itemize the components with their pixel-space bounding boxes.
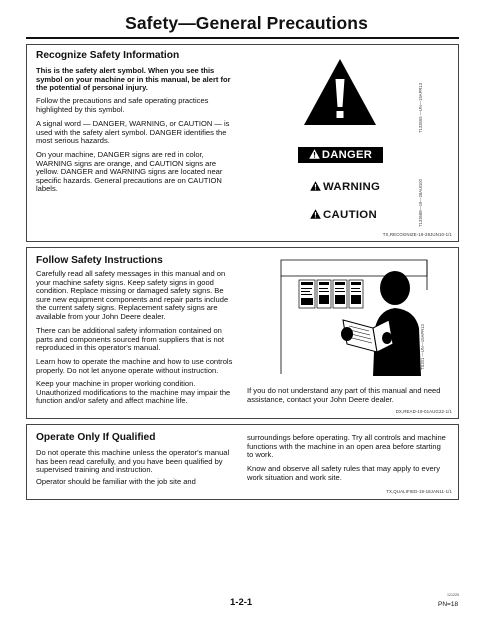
text-line: sure new equipment components and repair parts include (36, 294, 229, 304)
text-line: functions with the machine in an open area before starting (247, 441, 441, 451)
text-line: work situation and work site. (247, 472, 342, 482)
text-line: assistance, contact your John Deere dealer. (247, 394, 394, 404)
caution-label: CAUTION (323, 209, 377, 221)
page-number: 1-2-1 (230, 597, 253, 608)
text-line: most serious hazards. (36, 136, 110, 146)
right-paragraph (247, 387, 440, 404)
paragraph (36, 449, 229, 475)
text-line: condition. Replace missing or damaged safety signs. Be (36, 286, 224, 296)
danger-sign (298, 147, 383, 163)
paragraph (36, 358, 232, 375)
text-line: highlighted by this symbol. (36, 104, 125, 114)
text-line: Do not operate this machine unless the operator's manual (36, 448, 230, 457)
text-line: On your machine, DANGER signs are red in color, (36, 150, 204, 159)
paragraph (36, 380, 230, 406)
text-line: available from your John Deere dealer. (36, 311, 166, 321)
alert-triangle-icon (310, 209, 321, 219)
figure-code: T133588—19—28AUG00 (418, 179, 423, 227)
reference-code: DX,READ-19-01AUG22-1/1 (395, 409, 452, 414)
text-line: symbol on your machine or in this manual, be alert for (36, 74, 231, 84)
paragraph (36, 120, 229, 146)
section-heading: Recognize Safety Information (36, 50, 180, 61)
text-line: used with the safety alert symbol. DANGER identifies the (36, 127, 227, 137)
text-line: Operator should be familiar with the job site and (36, 477, 196, 486)
text-line: A signal word — DANGER, WARNING, or CAUTION — is (36, 119, 230, 128)
text-line: Learn how to operate the machine and how to use controls (36, 357, 233, 366)
intro-paragraph (36, 67, 231, 93)
section-heading: Follow Safety Instructions (36, 255, 163, 266)
page-title: Safety—General Precautions (125, 13, 368, 33)
figure-code: TS201 —UN—15APR13 (420, 324, 425, 370)
text-line: Carefully read all safety messages in this manual and on (36, 269, 226, 278)
right-paragraph (247, 465, 440, 482)
text-line: Follow the precautions and safe operating practices (36, 96, 209, 105)
text-line: There can be additional safety information contained on (36, 326, 222, 335)
pn-number: PN=18 (438, 601, 459, 608)
text-line: function and/or safety and affect machine life. (36, 396, 188, 406)
paragraph (36, 97, 208, 114)
text-line: has been read carefully, and you have been qualified by (36, 456, 223, 466)
text-line: Keep your machine in proper working condition. (36, 379, 196, 388)
reference-code: TX,QUALIFIED-19-18JAN11-1/1 (386, 489, 452, 494)
title-rule (26, 37, 459, 39)
paragraph (36, 270, 228, 322)
danger-label: DANGER (321, 149, 373, 161)
text-line: This is the safety alert symbol. When you see this (36, 66, 215, 75)
right-paragraph (247, 434, 446, 460)
section-heading: Operate Only If Qualified (36, 432, 156, 443)
text-line: the current safety signs. Replacement safety signs are (36, 303, 218, 313)
reference-code: TX,RECOGNIZE-19-28JUN10-1/1 (382, 232, 452, 237)
footer-date: 121225 (447, 593, 459, 597)
text-line: yellow. DANGER and WARNING signs are located near (36, 167, 223, 177)
text-line: parts and components sourced from suppliers that is not (36, 334, 224, 344)
text-line: reproduced in this operator's manual. (36, 343, 161, 353)
text-line: Know and observe all safety rules that may apply to every (247, 464, 440, 473)
operator-reading-manual-illustration (277, 258, 437, 376)
paragraph (36, 151, 222, 194)
text-line: supervised training and instruction. (36, 465, 153, 475)
text-line: properly. Do not let anyone operate without instruction. (36, 365, 219, 375)
paragraph (36, 327, 224, 353)
text-line: WARNING signs are orange, and CAUTION signs are (36, 158, 217, 168)
paragraph (36, 478, 196, 487)
warning-label: WARNING (323, 181, 381, 193)
alert-triangle-icon (310, 181, 321, 191)
alert-triangle-icon (309, 149, 320, 159)
text-line: surroundings before operating. Try all controls and machine (247, 433, 446, 442)
text-line: labels. (36, 184, 58, 194)
text-line: specific hazards. General precautions are on CAUTION (36, 175, 222, 185)
section-recognize-safety (26, 44, 459, 242)
text-line: to work. (247, 450, 274, 460)
text-line: Unauthorized modifications to the machine may impair the (36, 387, 231, 397)
figure-code: T133555 —UN—15APR13 (418, 82, 423, 133)
section-follow-instructions (26, 247, 459, 419)
text-line: If you do not understand any part of this manual and need (247, 386, 441, 395)
text-line: your machine safety signs. Keep safety signs in good (36, 277, 214, 287)
safety-alert-symbol-icon (302, 57, 378, 127)
section-operate-qualified (26, 424, 459, 500)
caution-sign (310, 209, 377, 221)
text-line: the potential of personal injury. (36, 83, 148, 93)
warning-sign (310, 181, 380, 193)
